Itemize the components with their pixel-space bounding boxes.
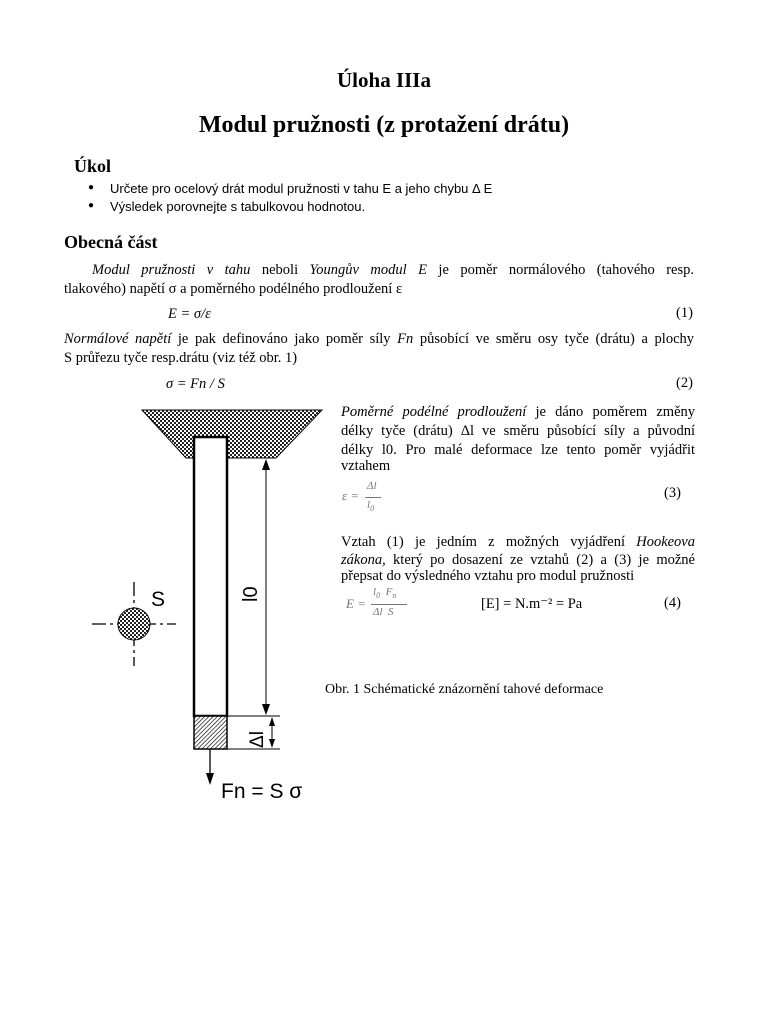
equation-4: E = $l_0$ $F_n$ Δl S [346, 586, 416, 624]
label-l0: l0 [240, 586, 262, 602]
cross-section [118, 608, 150, 640]
paragraph-3-line-2: délky tyče (drátu) Δl ve směru působící síly a původní [341, 423, 695, 439]
general-heading: Obecná část [64, 232, 158, 252]
equation-1-number: (1) [676, 305, 693, 321]
equation-4-number: (4) [664, 595, 681, 611]
paragraph-4: Vztah (1) je jedním z možných vyjádření Hookeova [341, 534, 695, 550]
equation-4-unit: [E] = N.m⁻² = Pa [481, 596, 583, 612]
task-bullet-1: Určete pro ocelový drát modul pružnosti v tahu E a jeho chybu Δ E [110, 181, 493, 196]
paragraph-4-line-3: přepsat do výsledného vztahu pro modul pružnosti [341, 568, 635, 584]
equation-2: σ = Fn / S [166, 376, 225, 392]
equation-3: ε = Δl $l_0$ [342, 480, 402, 516]
ceiling-support [142, 410, 322, 458]
rod [194, 437, 227, 716]
equation-1: E = σ/ε [168, 306, 211, 322]
paragraph-1: Modul pružnosti v tahu neboli Youngův modul E je poměr normálového (tahového resp. [92, 262, 694, 278]
equation-2-number: (2) [676, 375, 693, 391]
label-force: Fn = S σ [221, 780, 303, 803]
page-title: Modul pružnosti (z protažení drátu) [198, 112, 570, 138]
paragraph-3-line-4: vztahem [341, 458, 391, 474]
task-heading: Úkol [74, 156, 112, 176]
equation-3-number: (3) [664, 485, 681, 501]
paragraph-3-line-3: délky l0. Pro malé deformace lze tento poměr vyjádřit [341, 442, 695, 458]
paragraph-2-line-2: S průřezu tyče resp.drátu (viz též obr. 1) [64, 350, 298, 366]
label-S: S [151, 588, 166, 611]
paragraph-4-line-2: zákona, který po dosazení ze vztahů (2) a (3) je možné [341, 552, 695, 568]
bullet-icon: ● [88, 200, 95, 211]
task-label: Úloha IIIa [337, 68, 431, 92]
elongation-segment [194, 716, 227, 749]
paragraph-1-line-2: tlakového) napětí σ a poměrného podélného prodloužení ε [64, 281, 403, 297]
figure-caption: Obr. 1 Schématické znázornění tahové deformace [325, 682, 604, 697]
task-bullet-2: Výsledek porovnejte s tabulkovou hodnotou. [110, 199, 366, 214]
bullet-icon: ● [88, 182, 95, 193]
label-delta-l: Δl [247, 731, 268, 748]
paragraph-2: Normálové napětí je pak definováno jako poměr síly Fn působící ve směru osy tyče (drátu) a plochy [64, 331, 695, 347]
paragraph-3: Poměrné podélné prodloužení je dáno poměrem změny [341, 404, 696, 420]
